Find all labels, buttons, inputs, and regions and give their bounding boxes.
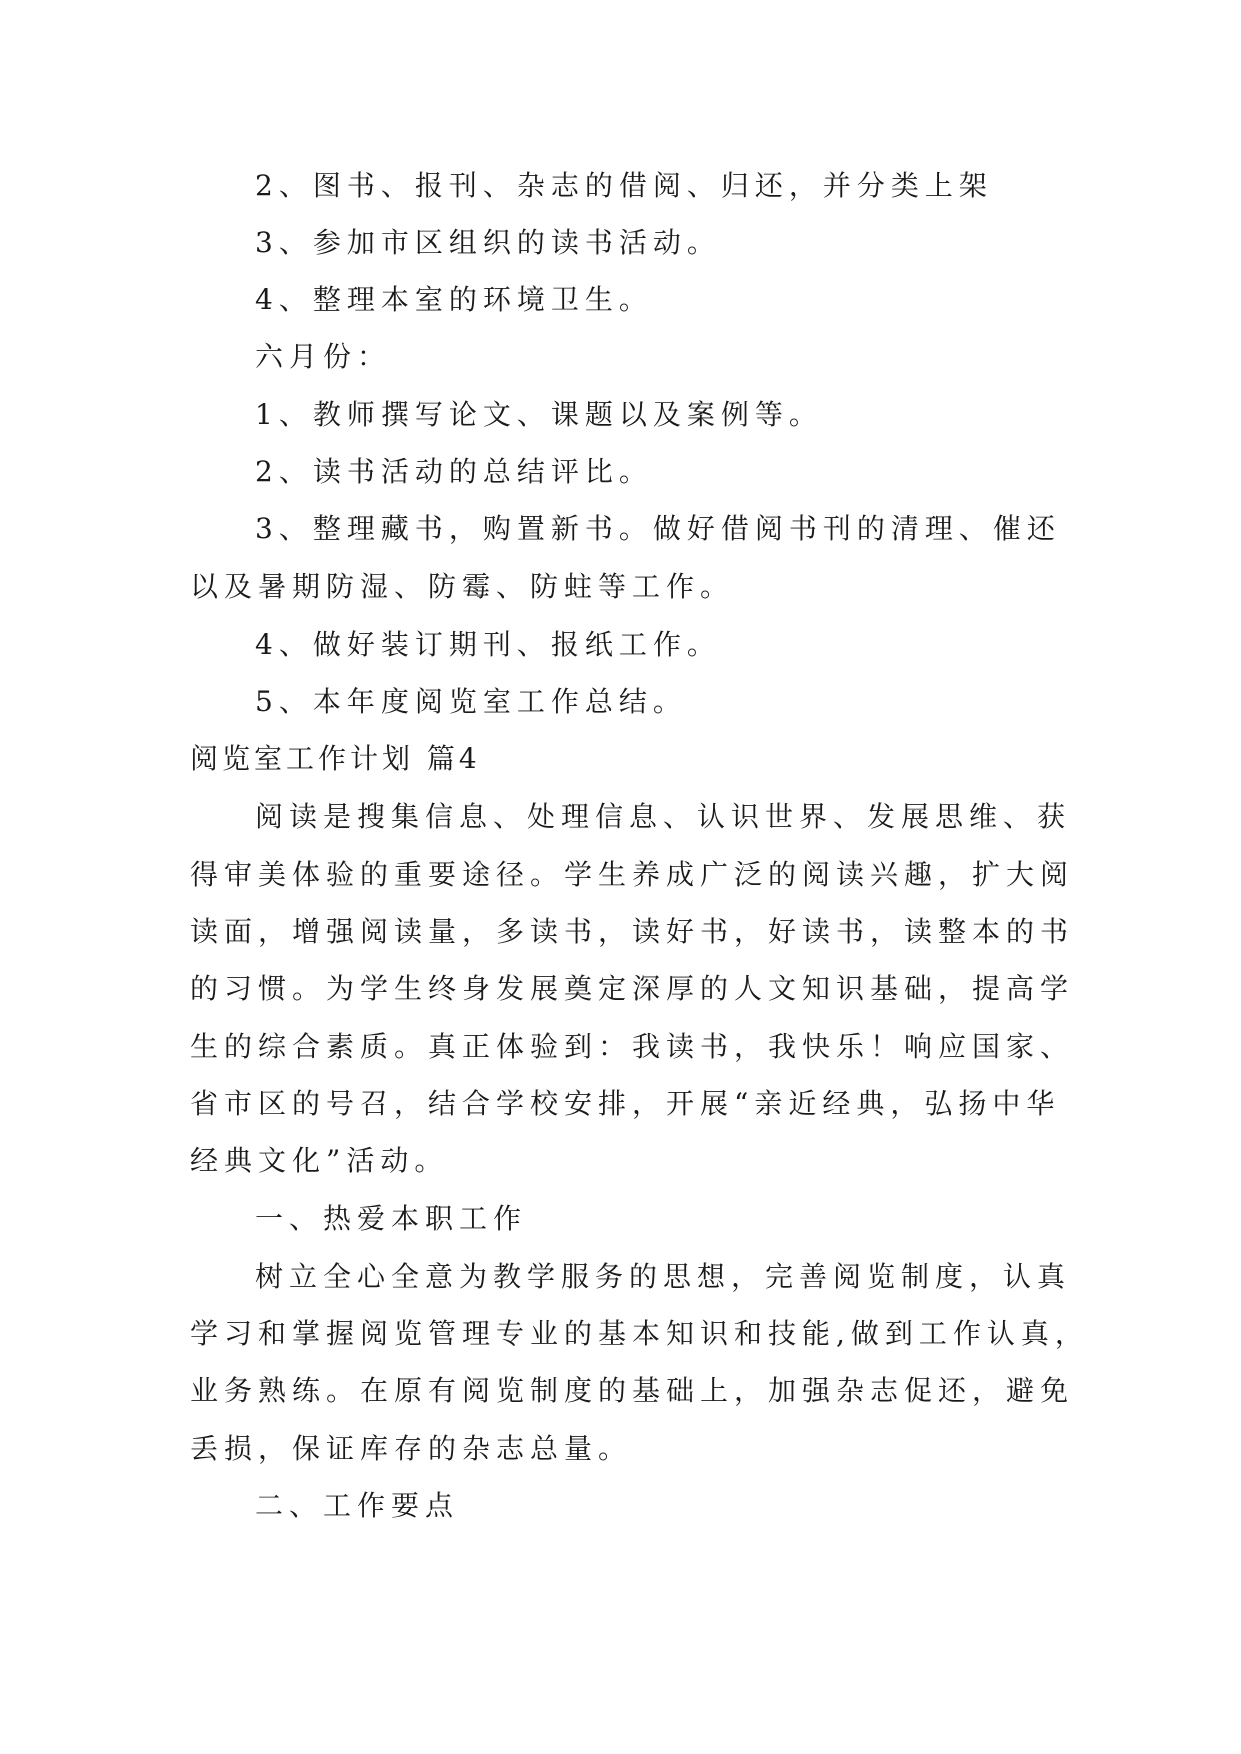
paragraph-line: 省市区的号召，结合学校安排，开展“亲近经典，弘扬中华 [190,1087,1061,1120]
list-item: 1、教师撰写论文、课题以及案例等。 [255,398,823,431]
paragraph-line: 的习惯。为学生终身发展奠定深厚的人文知识基础，提高学 [190,972,1075,1005]
section-heading: 六月份： [255,340,392,373]
section-heading: 二、工作要点 [255,1489,460,1522]
paragraph-line: 丢损，保证库存的杂志总量。 [190,1432,633,1465]
paragraph-line: 读面，增强阅读量，多读书，读好书，好读书，读整本的书 [190,915,1075,948]
section-title: 阅览室工作计划 篇4 [190,742,481,775]
paragraph-line: 得审美体验的重要途径。学生养成广泛的阅读兴趣，扩大阅 [190,858,1075,891]
list-item: 3、整理藏书，购置新书。做好借阅书刊的清理、催还 [255,512,1061,545]
paragraph-line: 经典文化”活动。 [190,1144,449,1177]
list-item: 2、图书、报刊、杂志的借阅、归还，并分类上架 [255,169,993,202]
paragraph-line: 生的综合素质。真正体验到：我读书，我快乐！响应国家、 [190,1030,1075,1063]
list-item: 3、参加市区组织的读书活动。 [255,226,721,259]
paragraph-line: 业务熟练。在原有阅览制度的基础上，加强杂志促还，避免 [190,1374,1075,1407]
list-item: 2、读书活动的总结评比。 [255,455,653,488]
list-item-continuation: 以及暑期防湿、防霉、防蛀等工作。 [190,570,735,603]
paragraph-line: 树立全心全意为教学服务的思想，完善阅览制度，认真 [255,1260,1072,1293]
section-heading: 一、热爱本职工作 [255,1202,528,1235]
paragraph-line: 学习和掌握阅览管理专业的基本知识和技能,做到工作认真， [190,1317,1089,1350]
list-item: 4、做好装订期刊、报纸工作。 [255,628,721,661]
paragraph-line: 阅读是搜集信息、处理信息、认识世界、发展思维、获 [255,800,1072,833]
list-item: 4、整理本室的环境卫生。 [255,283,653,316]
list-item: 5、本年度阅览室工作总结。 [255,685,687,718]
